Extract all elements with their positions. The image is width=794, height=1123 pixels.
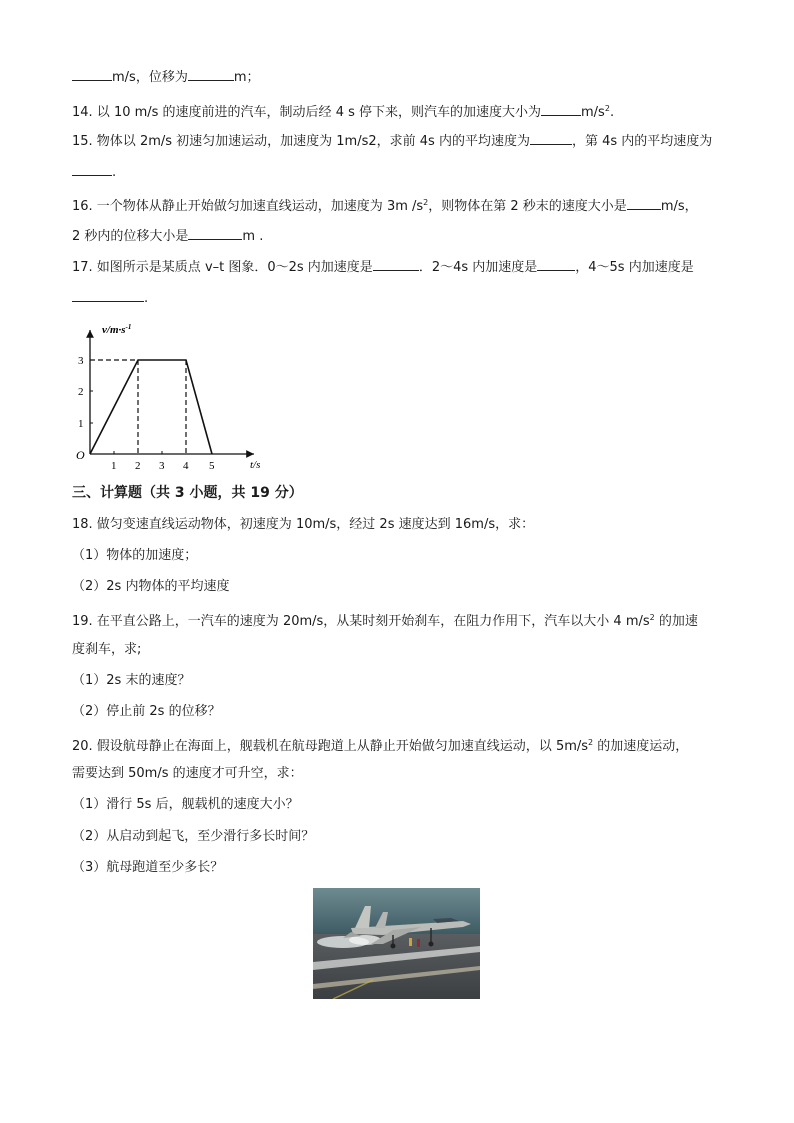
q15-text1: 15. 物体以 2m/s 初速匀加速运动，加速度为 1m/s2，求前 4s 内的平均速度为 <box>72 134 530 149</box>
answer-blank[interactable] <box>541 102 581 116</box>
answer-blank[interactable] <box>537 257 575 271</box>
q19-stem-line1: 19. 在平直公路上，一汽车的速度为 20m/s，从某时刻开始刹车，在阻力作用下，汽车以大小 4 $m/s^2$ 的加速 <box>72 613 698 629</box>
x-tick-2: 2 <box>135 460 141 472</box>
q14-line <box>72 100 614 122</box>
vt-graph <box>72 320 272 472</box>
x-axis-label: t/s <box>250 459 261 471</box>
answer-blank[interactable] <box>188 226 242 240</box>
answer-blank[interactable] <box>72 162 112 176</box>
q16-sup: 2 <box>423 198 429 207</box>
section-heading: 三、计算题（共 3 小题，共 19 分） <box>72 485 303 501</box>
q16-text3: 2 秒内的位移大小是 <box>72 229 189 244</box>
answer-blank[interactable] <box>373 257 419 271</box>
q16-unit2: m . <box>242 229 264 244</box>
q14-unit: m/s <box>581 105 605 120</box>
q19-part1: （1）2s 末的速度？ <box>72 673 191 688</box>
q17-line <box>72 257 694 277</box>
q15-line <box>72 131 712 151</box>
q19-stem-line2: 度刹车，求; <box>72 642 142 657</box>
q20-stem-line2: 需要达到 50m/s 的速度才可升空，求： <box>72 766 303 781</box>
q19-part2: （2）停止前 2s 的位移？ <box>72 704 221 719</box>
q20-part1: （1）滑行 5s 后，舰载机的速度大小？ <box>72 797 299 812</box>
q17-text1: 17. 如图所示是某质点 v–t 图象．0～2s 内加速度是 <box>72 260 373 275</box>
q14-end: . <box>609 105 615 120</box>
q15-end: . <box>112 165 117 180</box>
x-tick-3: 3 <box>159 460 165 472</box>
q15-text2: ，第 4s 内的平均速度为 <box>571 134 713 149</box>
q18-part1: （1）物体的加速度； <box>72 548 198 563</box>
q13-unit2: m； <box>233 70 260 85</box>
q18-part2: （2）2s 内物体的平均速度 <box>72 579 230 594</box>
answer-blank[interactable] <box>530 131 572 145</box>
x-tick-5: 5 <box>209 460 215 472</box>
y-tick-2: 2 <box>78 386 84 398</box>
q14-unit-sup: 2 <box>604 104 610 113</box>
carrier-jet-photo <box>313 888 480 999</box>
vt-line <box>90 360 212 454</box>
q16-line2 <box>72 226 263 246</box>
answer-blank[interactable] <box>188 67 234 81</box>
q16-unit1: m/s， <box>660 199 698 214</box>
origin-label: O <box>76 448 85 462</box>
answer-blank[interactable] <box>627 196 661 210</box>
answer-blank[interactable] <box>72 67 112 81</box>
q20-part2: （2）从启动到起飞，至少滑行多长时间？ <box>72 829 315 844</box>
q17-end: . <box>144 291 149 306</box>
y-axis-label: $v/m\cdot s^{-1}$ <box>102 323 132 336</box>
q20-part3: （3）航母跑道至少多长？ <box>72 860 224 875</box>
q16-line <box>72 194 698 216</box>
x-tick-4: 4 <box>183 460 189 472</box>
q15-line2 <box>72 162 116 182</box>
q20-stem-line1: 20. 假设航母静止在海面上，舰载机在航母跑道上从静止开始做匀加速直线运动，以 $5m/s^2$ 的加速度运动， <box>72 738 689 754</box>
x-tick-1: 1 <box>111 460 117 472</box>
answer-blank[interactable] <box>72 288 144 302</box>
q13-tail-line <box>72 67 260 87</box>
q17-line2 <box>72 288 148 308</box>
q17-text2: ．2～4s 内加速度是 <box>418 260 538 275</box>
q13-unit1: m/s，位移为 <box>112 70 188 85</box>
y-tick-3: 3 <box>78 355 84 367</box>
q16-text2: ，则物体在第 2 秒末的速度大小是 <box>428 199 627 214</box>
y-tick-1: 1 <box>78 418 84 430</box>
q17-text3: ，4～5s 内加速度是 <box>575 260 694 275</box>
q14-text: 14. 以 10 m/s 的速度前进的汽车，制动后经 4 s 停下来，则汽车的加速度大小为 <box>72 105 542 120</box>
q16-text1: 16. 一个物体从静止开始做匀加速直线运动，加速度为 3m /s <box>72 199 424 214</box>
q18-stem: 18. 做匀变速直线运动物体，初速度为 10m/s，经过 2s 速度达到 16m/s，求： <box>72 517 535 532</box>
